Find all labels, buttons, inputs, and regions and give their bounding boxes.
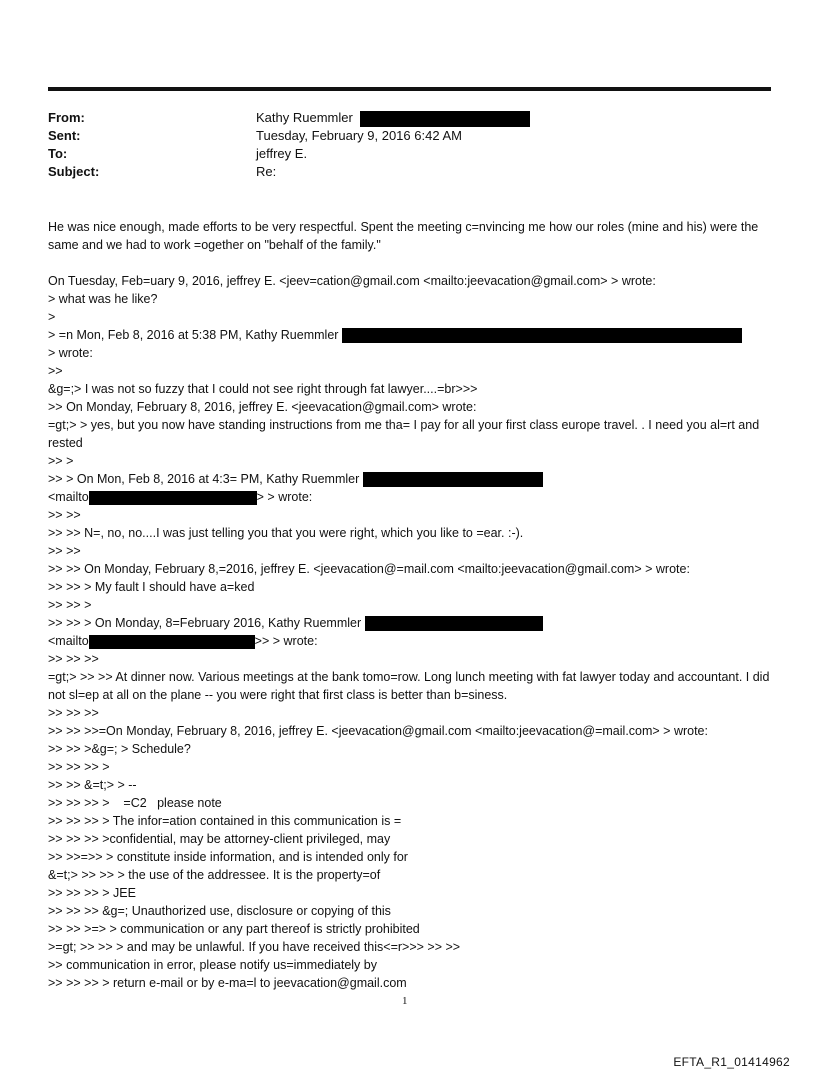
quoted-line [48,470,783,488]
quoted-line: > what was he like? [48,292,158,306]
quoted-line: >> >> >> > [48,760,110,774]
quoted-line: >> >> >&g=; > Schedule? [48,742,191,756]
quoted-line: >=gt; >> >> > and may be unlawful. If you have received this<=r>>> >> >> [48,940,461,954]
quoted-line: &=t;> >> >> > the use of the addressee. It is the property=of [48,868,381,882]
quoted-line: >> >>=>> > constitute inside information, and is intended only for [48,850,408,864]
redaction [342,328,742,343]
redaction [360,111,530,127]
quoted-line [48,632,783,650]
body-intro: He was nice enough, made efforts to be very respectful. Spent the meeting c=nvincing me how our roles (mine and his) were the same and we had to work =ogether on "behalf of the family." [48,220,759,252]
quoted-line: &g=;> I was not so fuzzy that I could not see right through fat lawyer....=br>>> [48,382,478,396]
quoted-line: On Tuesday, Feb=uary 9, 2016, jeffrey E. <jeev=cation@gmail.com <mailto:jeevacation@gmail.com> > wrote: [48,274,656,288]
quoted-line: >> >> [48,544,81,558]
quoted-line: >> [48,364,63,378]
quoted-line: >> >> >>=On Monday, February 8, 2016, jeffrey E. <jeevacation@gmail.com <mailto:jeevacation@=mail.com> > wrote: [48,724,708,738]
to-value: jeffrey E. [256,146,308,161]
sent-label: Sent: [48,128,81,143]
sent-row [48,127,530,145]
email-body [48,218,783,992]
quoted-line: >> On Monday, February 8, 2016, jeffrey E. <jeevacation@gmail.com> wrote: [48,400,477,414]
quoted-text: <mailto [48,634,89,648]
quoted-line: >> >> >> > return e-mail or by e-ma=l to jeevacation@gmail.com [48,976,407,990]
quoted-line: > wrote: [48,346,93,360]
subject-row [48,163,530,181]
to-row [48,145,530,163]
quoted-line: =gt;> > yes, but you now have standing instructions from me tha= I pay for all your first class europe travel. . I need you al=rt and rested [48,418,760,450]
quoted-line: > [48,310,56,324]
page-number: 1 [402,995,408,1007]
from-label: From: [48,110,85,125]
quoted-line: >> >> >> > =C2 please note [48,796,222,810]
from-name: Kathy Ruemmler [256,110,353,125]
quoted-line: >> >> N=, no, no....I was just telling you that you were right, which you like to =ear. :-). [48,526,524,540]
quoted-line: >> >> On Monday, February 8,=2016, jeffrey E. <jeevacation@=mail.com <mailto:jeevacation@gmail.com> > wrote: [48,562,690,576]
quoted-text: > =n Mon, Feb 8, 2016 at 5:38 PM, Kathy Ruemmler [48,328,339,342]
quoted-line [48,488,783,506]
quoted-line: >> > [48,454,74,468]
to-label: To: [48,146,68,161]
quoted-text: >> > On Mon, Feb 8, 2016 at 4:3= PM, Kathy Ruemmler [48,472,360,486]
quoted-text: >> >> > On Monday, 8=February 2016, Kathy Ruemmler [48,616,362,630]
redaction [89,491,257,505]
redaction [89,635,255,649]
header-rule [48,87,771,91]
quoted-line: >> >> >> &g=; Unauthorized use, disclosure or copying of this [48,904,391,918]
quoted-text: <mailto [48,490,89,504]
sent-value: Tuesday, February 9, 2016 6:42 AM [256,128,462,143]
quoted-line: >> >> >=> > communication or any part thereof is strictly prohibited [48,922,420,936]
quoted-line: >> >> >> > JEE [48,886,136,900]
from-value [256,109,530,127]
document-id: EFTA_R1_01414962 [673,1055,790,1069]
email-header [48,109,530,181]
quoted-line [48,326,783,344]
subject-label: Subject: [48,164,100,179]
quoted-line: >> >> >> > The infor=ation contained in this communication is = [48,814,402,828]
quoted-line: >> >> > My fault I should have a=ked [48,580,255,594]
subject-value: Re: [256,164,277,179]
quoted-line: =gt;> >> >> At dinner now. Various meetings at the bank tomo=row. Long lunch meeting with fat lawyer today and accountant. I did not sl=ep at all on the plane -- you were right that first class is better than b=siness. [48,670,770,702]
quoted-line: >> >> >> [48,706,99,720]
quoted-line: >> >> &=t;> > -- [48,778,137,792]
quoted-text: >> > wrote: [254,634,318,648]
redaction [363,472,543,487]
quoted-line [48,614,783,632]
quoted-line: >> >> [48,508,81,522]
quoted-line: >> communication in error, please notify us=immediately by [48,958,377,972]
redaction [365,616,543,631]
quoted-text: > > wrote: [256,490,313,504]
quoted-line: >> >> >> [48,652,99,666]
quoted-line: >> >> >> >confidential, may be attorney-client privileged, may [48,832,391,846]
quoted-line: >> >> > [48,598,92,612]
from-row [48,109,530,127]
